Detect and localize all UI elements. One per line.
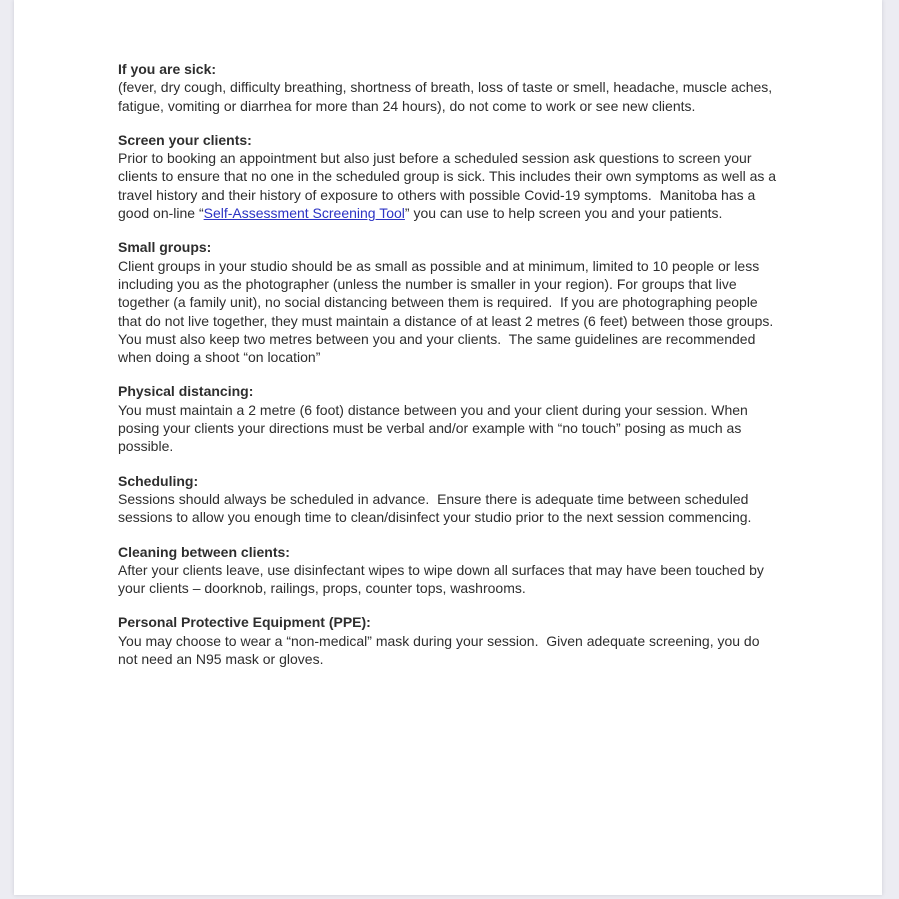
body-text-after-link: ” you can use to help screen you and your patients. (404, 205, 723, 222)
section-small-groups (118, 238, 782, 366)
section-body: You may choose to wear a “non-medical” mask during your session. Given adequate screening, you do not need an N95 mask or gloves. (118, 632, 764, 668)
document-page (14, 0, 882, 895)
section-body: After your clients leave, use disinfectant wipes to wipe down all surfaces that may have been touched by your clients – doorknob, railings, props, counter tops, washrooms. (118, 561, 768, 597)
section-body (118, 149, 782, 222)
section-body: You must maintain a 2 metre (6 foot) distance between you and your client during your session. When posing your clients your directions must be verbal and/or example with “no touch” posing as much as possible. (118, 401, 752, 455)
section-heading: Small groups: (118, 239, 212, 256)
section-heading: Personal Protective Equipment (PPE): (118, 614, 371, 631)
document-content (118, 60, 782, 684)
section-heading: Scheduling: (118, 472, 199, 489)
section-scheduling (118, 472, 782, 527)
section-heading: Screen your clients: (118, 131, 252, 148)
self-assessment-screening-tool-link[interactable]: Self-Assessment Screening Tool (203, 205, 405, 222)
section-heading: Cleaning between clients: (118, 543, 290, 560)
section-heading: If you are sick: (118, 61, 217, 77)
section-physical-distancing (118, 382, 782, 455)
section-heading: Physical distancing: (118, 383, 254, 400)
section-if-you-are-sick (118, 60, 782, 115)
section-body: (fever, dry cough, difficulty breathing, shortness of breath, loss of taste or smell, headache, muscle aches, fatigue, vomiting or diarrhea for more than 24 hours), do not come to work or see new clients. (118, 79, 777, 114)
body-text-before-link: Prior to booking an appointment but also just before a scheduled session ask questions to screen your clients to ensure that no one in the scheduled group is sick. This includes their own symptoms as well as a travel history and their history of exposure to others with possible Covid-19 symptoms. Manitoba has a good on-line “ (118, 150, 780, 222)
section-cleaning-between-clients (118, 543, 782, 598)
section-screen-your-clients (118, 131, 782, 222)
section-body: Sessions should always be scheduled in advance. Ensure there is adequate time between scheduled sessions to allow you enough time to clean/disinfect your studio prior to the next session commencing. (118, 490, 753, 526)
section-ppe (118, 613, 782, 668)
section-body: Client groups in your studio should be as small as possible and at minimum, limited to 10 people or less including you as the photographer (unless the number is smaller in your region). For groups that live together (a family unit), no social distancing between them is required. If you are photographing people that do not live together, they must maintain a distance of at least 2 metres (6 feet) between those groups. You must also keep two metres between you and your clients. The same guidelines are recommended when doing a shoot “on location” (118, 257, 781, 366)
